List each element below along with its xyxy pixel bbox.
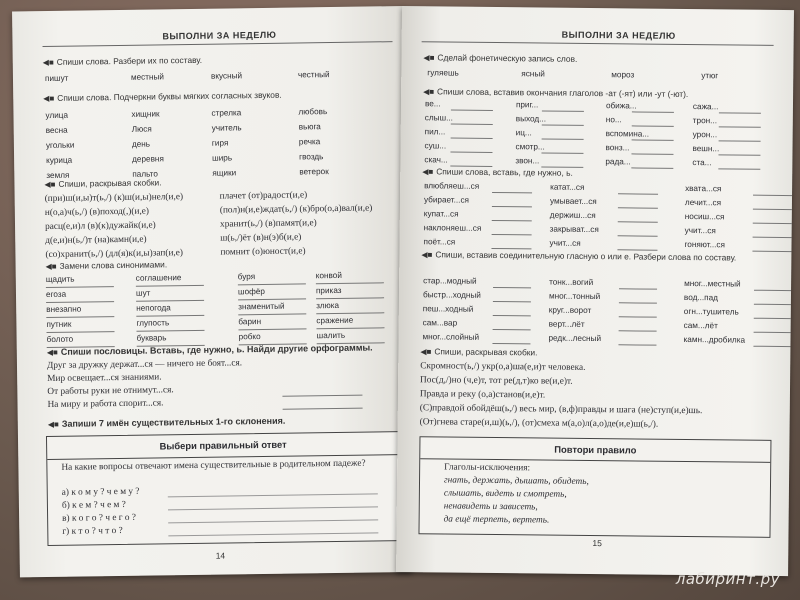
answer-blank-line [46,316,114,318]
answer-blank-line [754,318,792,319]
proverb-line: Пос(д,/)но (ч,е)т, тот ре(д,т)ко ве(и,е)т. [420,375,573,387]
word: курица [46,155,73,166]
answer-blank-line [168,519,378,523]
word: стар...модный [423,276,477,286]
word: иц... [515,128,532,138]
answer-blank-line [450,152,492,153]
box-question: На какие вопросы отвечают имена существительные в родительном падеже? [61,458,366,473]
bracket-phrase: хранит(ь,/) (в)памят(и,е) [219,218,317,230]
word: речка [298,137,321,147]
box-title: Повтори правило [554,443,637,456]
answer-blank-line [238,328,306,330]
word: пишут [44,73,69,84]
word: улица [45,110,69,121]
answer-blank-line [283,408,363,410]
answer-blank-line [618,221,658,222]
word: робко [238,332,261,342]
word: мног...местный [684,278,741,289]
word: вешн... [692,144,720,154]
answer-blank-line [47,331,115,333]
answer-blank-line [719,112,761,113]
answer-blank-line [631,153,673,154]
word: день [131,139,151,149]
answer-blank-line [753,346,791,347]
answer-blank-line [619,316,657,317]
word: пеш...ходный [422,304,474,314]
answer-blank-line [753,209,793,210]
answer-blank-line [168,493,378,497]
answer-blank-line [136,315,204,317]
word: барин [238,317,262,327]
answer-blank-line [632,111,674,112]
word: злюка [316,300,340,311]
rule-line: да ещё терпеть, вертеть. [443,514,550,526]
task-instruction: ◀■ Замени слова синонимами. [45,259,168,272]
arrow-icon: ◀■ [421,250,433,260]
word: закрыват...ся [549,224,599,235]
page-header: ВЫПОЛНИ ЗА НЕДЕЛЮ [561,29,676,41]
answer-blank-line [542,124,584,125]
proverb-line: Скромност(ь,/) укр(о,а)ша(е,и)т человека. [420,361,586,373]
answer-blank-line [493,287,531,288]
bracket-phrase: помнит (о)юност(и,е) [220,246,306,258]
word: вспомина... [605,129,650,139]
word: сажа... [692,102,719,112]
right-page [396,6,794,576]
task-instruction: ◀■ Спиши слова, вставь, где нужно, ь. [422,166,573,178]
answer-blank-line [754,304,792,305]
task-instruction: ◀■ Спиши пословицы. Вставь, где нужно, ь. Найди другие орфограммы. [46,342,373,358]
word: круг...ворот [548,305,592,315]
word: шалить [316,330,346,341]
word: шут [135,288,151,298]
answer-blank-line [316,297,384,299]
answer-blank-line [632,139,674,140]
word: вонз... [605,143,630,153]
task-instruction: ◀■ Спиши слова. Разбери их по составу. [42,54,203,68]
answer-blank-line [619,288,657,289]
proverb-line: От работы руки не отнимут...ся. [47,385,174,398]
word: сам...вар [422,318,458,328]
bracket-phrase: ш(ь,/)ёт (в)н(э)б(и,е) [220,232,302,244]
word: весна [45,125,68,136]
page-number: 14 [215,550,226,561]
task-instruction: ◀■ Спиши, раскрывая скобки. [44,177,162,190]
word: ста... [692,158,712,168]
rule-line: Глаголы-исключения: [444,462,531,474]
word: угольки [45,140,75,151]
answer-blank-line [492,220,532,221]
arrow-icon: ◀■ [42,57,54,68]
answer-blank-line [618,344,656,345]
word: местный [130,72,165,82]
answer-blank-line [451,110,493,111]
word: учитель [211,123,242,133]
word: хищник [131,109,160,119]
bracket-phrase: плачет (от)радост(и,е) [219,190,308,202]
word: букварь [136,333,167,343]
word: купат...ся [423,209,459,219]
arrow-icon: ◀■ [45,261,57,272]
word: утюг [701,71,719,81]
answer-blank-line [137,330,205,332]
word: камн...дробилка [683,334,746,345]
word: вкусный [210,71,243,81]
answer-blank-line [493,301,531,302]
word: пил... [424,127,446,137]
word: гвоздь [299,152,324,162]
answer-blank-line [719,126,761,127]
word: гуляешь [427,68,459,78]
word: мороз [611,70,635,80]
word: вьюга [298,122,321,132]
answer-blank-line [542,138,584,139]
answer-blank-line [619,330,657,331]
word: смотр... [515,142,545,152]
word: выход... [515,114,547,124]
word: умывает...ся [549,196,597,207]
word: вод...пад [683,292,719,303]
answer-blank-line [46,301,114,303]
answer-blank-line [492,206,532,207]
word: влюбляеш...ся [424,181,480,191]
proverb-line: (С)правдой обойдёш(ь,/) весь мир, (в,ф)правды и шага (не)ступ(и,е)шь. [419,403,703,417]
word: тонк...вогий [549,277,594,288]
word: наклоняеш...ся [423,223,482,233]
answer-option: б) к е м ? ч е м ? [61,499,126,511]
task-instruction: ◀■ Спиши, вставив соединительную гласную о или е. Разбери слова по составу. [421,249,737,263]
task-instruction: ◀■ Спиши слова. Подчеркни буквы мягких согласных звуков. [43,89,282,104]
word: быстр...ходный [422,290,481,300]
word: учит...ся [684,225,716,236]
bracket-phrase: расц(е,и)л (в)(к)дужайк(и,е) [44,220,156,233]
arrow-icon: ◀■ [43,93,55,104]
word: ветерок [299,167,329,177]
proverb-line: Мир освещает...ся знаниями. [47,372,162,385]
answer-blank-line [493,329,531,330]
answer-blank-line [753,195,793,196]
bracket-phrase: (со)хранит(ь,/) (дл(я)к(и,ы)зап(и,е) [45,248,184,261]
word: шофёр [237,286,266,297]
word: огн...тушитель [683,306,739,317]
word: убирает...ся [423,195,470,205]
answer-option: в) к о г о ? ч е г о ? [62,512,137,524]
word: непогода [136,303,171,313]
answer-blank-line [618,207,658,208]
word: катат...ся [550,182,585,192]
word: внезапно [46,304,82,315]
word: ясный [521,69,545,79]
word: лечит...ся [684,197,722,208]
answer-blank-line [238,298,306,300]
answer-blank-line [493,315,531,316]
word: честный [297,70,330,80]
word: хвата...ся [685,183,722,194]
answer-blank-line [238,313,306,315]
word: конвой [315,270,342,281]
header-rule [422,41,774,46]
answer-blank-line [754,332,792,333]
word: обижа... [605,101,637,111]
word: соглашение [135,273,182,283]
word: путник [46,319,72,330]
proverb-line: (От)гнева старе(и,ш)(ь,/), (от)смеха м(а,о)л(а,о)де(и,е)ш(ь,/). [419,417,659,430]
answer-blank-line [136,285,204,287]
word: держиш...ся [549,210,596,221]
word: трон... [692,116,718,126]
bracket-phrase: (при)ш(и,ы)т(ь,/) (к)ш(и,ы)нел(и,е) [44,192,184,205]
answer-blank-line [753,237,793,238]
rule-line: гнать, держать, дышать, обидеть, [443,475,589,487]
answer-blank-line [541,152,583,153]
word: звон... [515,156,540,166]
answer-blank-line [719,140,761,141]
answer-box [46,431,402,546]
word: любовь [298,107,328,117]
word: болото [46,334,74,345]
word: слыш... [424,113,454,123]
answer-blank-line [451,138,493,139]
word: сам...лёт [683,320,718,331]
answer-blank-line [618,193,658,194]
task-instruction: ◀■ Запиши 7 имён существительных 1-го склонения. [47,415,286,430]
word: ве... [424,99,441,109]
word: ящики [212,168,237,178]
answer-blank-line [316,312,384,314]
proverb-line: На миру и работа спорит...ся. [47,398,164,411]
arrow-icon: ◀■ [420,347,432,357]
answer-blank-line [542,110,584,111]
answer-blank-line [753,223,793,224]
word: знаменитый [238,301,285,312]
box-title: Выбери правильный ответ [159,438,287,452]
answer-blank-line [238,283,306,285]
answer-blank-line [619,302,657,303]
arrow-icon: ◀■ [422,167,434,177]
word: верт...лёт [548,319,585,329]
word: ширь [212,153,233,163]
answer-blank-line [492,234,532,235]
word: Люся [131,124,152,134]
word: буря [237,272,256,282]
word: земля [46,170,70,181]
answer-blank-line [618,235,658,236]
word: учит...ся [549,238,581,248]
answer-blank-line [718,168,760,169]
rule-line: слышать, видеть и смотреть, [443,488,567,500]
word: глупость [136,318,170,328]
arrow-icon: ◀■ [423,53,435,63]
left-page [12,6,412,577]
proverb-line: Правда и реку (о,а)станов(и,е)т. [419,389,546,401]
arrow-icon: ◀■ [44,179,56,190]
task-instruction: ◀■ Спиши слова, вставив окончания глаголов -ат (-ят) или -ут (-ют). [423,86,689,100]
word: егоза [45,289,67,300]
answer-blank-line [168,532,378,536]
page-number: 15 [592,538,602,549]
answer-blank-line [168,506,378,510]
word: приказ [315,285,342,296]
bracket-phrase: (пол)н(и,е)ждат(ь,/) (к)бро(о,а)вал(и,е) [219,203,373,216]
word: пальто [132,169,158,179]
answer-blank-line [492,343,530,344]
open-workbook [12,6,794,572]
word: сражение [316,315,354,326]
word: мног...слойный [422,332,480,342]
word: но... [605,115,622,125]
rule-box [418,436,771,538]
word: приг... [515,100,539,110]
rule-line: ненавидеть и зависеть, [443,501,538,513]
word: деревня [132,154,164,164]
arrow-icon: ◀■ [423,87,435,97]
answer-blank-line [316,327,384,329]
answer-blank-line [492,192,532,193]
word: суш... [424,141,447,151]
answer-blank-line [136,300,204,302]
answer-blank-line [46,286,114,288]
word: гоняют...ся [684,239,726,250]
word: урон... [692,130,718,140]
header-rule [43,41,393,47]
word: редк...лесный [548,333,602,344]
page-header: ВЫПОЛНИ ЗА НЕДЕЛЮ [162,29,277,42]
answer-option: г) к т о ? ч т о ? [62,525,123,537]
proverb-line: Друг за дружку держат...ся — ничего не боят...ся. [46,358,243,372]
word: мног...тонный [548,291,601,302]
answer-blank-line [754,290,792,291]
task-instruction: ◀■ Сделай фонетическую запись слов. [423,52,578,64]
bracket-phrase: н(о,а)ч(ь,/) (в)поход(,)(и,е) [44,206,150,219]
answer-option: а) к о м у ? ч е м у ? [61,486,140,498]
answer-blank-line [451,124,493,125]
answer-blank-line [316,282,384,284]
answer-blank-line [631,167,673,168]
arrow-icon: ◀■ [47,419,59,430]
word: щадить [45,274,75,285]
word: скач... [424,155,448,165]
word: гиря [211,138,229,148]
word: носиш...ся [684,211,725,222]
answer-blank-line [718,154,760,155]
word: рада... [605,157,631,167]
answer-blank-line [282,395,362,397]
word: поёт...ся [423,237,456,247]
arrow-icon: ◀■ [46,347,58,358]
watermark: лабиринт.ру [675,570,780,588]
task-instruction: ◀■ Спиши, раскрывая скобки. [420,346,538,358]
bracket-phrase: д(е,и)н(ь,/)т (на)камн(и,е) [45,234,147,247]
answer-blank-line [632,125,674,126]
word: стрелка [211,108,242,118]
